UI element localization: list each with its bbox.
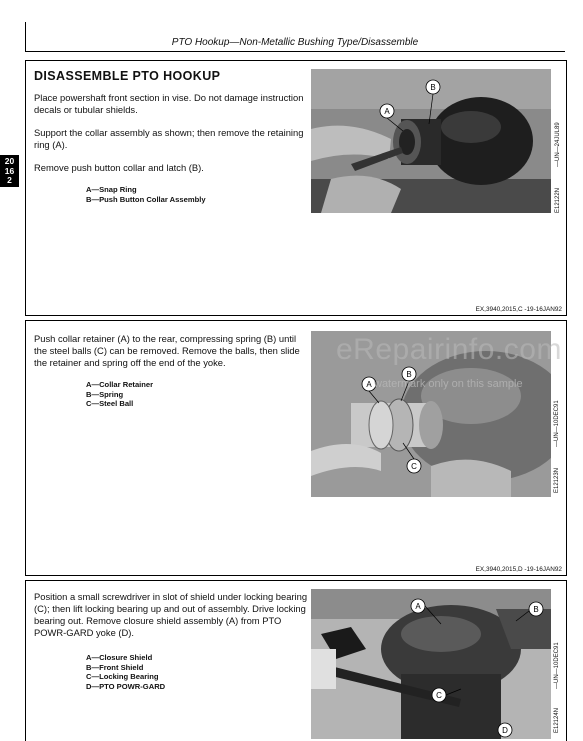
- tab-line-3: 2: [7, 175, 12, 185]
- section2-paragraph: Push collar retainer (A) to the rear, compressing spring (B) until the steel balls (C) can be removed. Remove the balls, then slide the retainer and spring off the end of the yoke.: [34, 333, 300, 368]
- photo1-callout-a: A: [384, 107, 390, 116]
- section2-legend: [86, 380, 309, 409]
- header-underline: [25, 51, 565, 52]
- legend-item: B—Spring: [86, 389, 124, 399]
- photo2-callout-c: C: [411, 462, 417, 471]
- legend-item: B—Push Button Collar Assembly: [86, 194, 206, 204]
- section2-reference: EX,3940,2015,D -19-16JAN92: [475, 566, 562, 573]
- photo1-code-side: —UN—24JUL89: [555, 122, 561, 167]
- section-disassemble-pto-hookup: [25, 60, 567, 316]
- legend-item: C—Locking Bearing: [86, 672, 159, 681]
- section3-paragraph: Position a small screwdriver in slot of shield under locking bearing (C); then lift locking bearing up and out of assembly. Drive locking bearing out. Remove closure shield assembly (A) from PTO POWR-GARD yoke (D).: [34, 591, 308, 638]
- photo3-callout-d: D: [502, 726, 508, 735]
- section1-paragraph: Place powershaft front section in vise. Do not damage instruction decals or tubular shields.: [34, 92, 304, 115]
- photo1-callout-b: B: [430, 83, 436, 92]
- photo3-callout-a: A: [415, 602, 421, 611]
- section-tab: [0, 155, 19, 187]
- page-header-title: PTO Hookup—Non-Metallic Bushing Type/Disassemble: [171, 37, 419, 48]
- section1-text: [34, 70, 309, 204]
- photo-closure-shield: [311, 589, 551, 739]
- watermark-site: eRepairinfo.com: [336, 333, 562, 366]
- watermark-note: watermark only on this sample: [374, 378, 523, 390]
- photo2-code-side: —UN—10DEC91: [554, 400, 560, 447]
- section1-legend: [86, 185, 309, 204]
- section2-text: [34, 333, 309, 409]
- photo2-code-main: E12123N: [554, 467, 560, 493]
- section1-paragraph: Support the collar assembly as shown; then remove the retaining ring (A).: [34, 127, 304, 150]
- photo2-callout-b: B: [406, 370, 412, 379]
- photo3-code-main: E12124N: [554, 707, 560, 733]
- photo2-callout-a: A: [366, 380, 372, 389]
- legend-item: B—Front Shield: [86, 662, 144, 672]
- photo1-code-main: E12122N: [555, 187, 561, 213]
- photo3-callout-c: C: [436, 691, 442, 700]
- legend-item: D—PTO POWR-GARD: [86, 681, 166, 691]
- photo3-code-side: —UN—10DEC91: [554, 642, 560, 689]
- tab-line-2: 16: [4, 165, 15, 176]
- tab-line-1: 20: [4, 156, 15, 166]
- section1-paragraph: Remove push button collar and latch (B).: [34, 162, 204, 173]
- legend-item: A—Snap Ring: [86, 185, 137, 194]
- section-closure-shield: [25, 580, 567, 741]
- legend-item: A—Closure Shield: [86, 653, 153, 662]
- section3-legend: [86, 653, 309, 691]
- section3-text: [34, 591, 309, 691]
- photo-snap-ring-removal: [311, 69, 551, 213]
- legend-item: C—Steel Ball: [86, 399, 134, 408]
- section1-title: DISASSEMBLE PTO HOOKUP: [34, 69, 221, 83]
- photo3-callout-b: B: [533, 605, 539, 614]
- section1-reference: EX,3940,2015,C -19-16JAN92: [475, 306, 562, 313]
- legend-item: A—Collar Retainer: [86, 380, 154, 389]
